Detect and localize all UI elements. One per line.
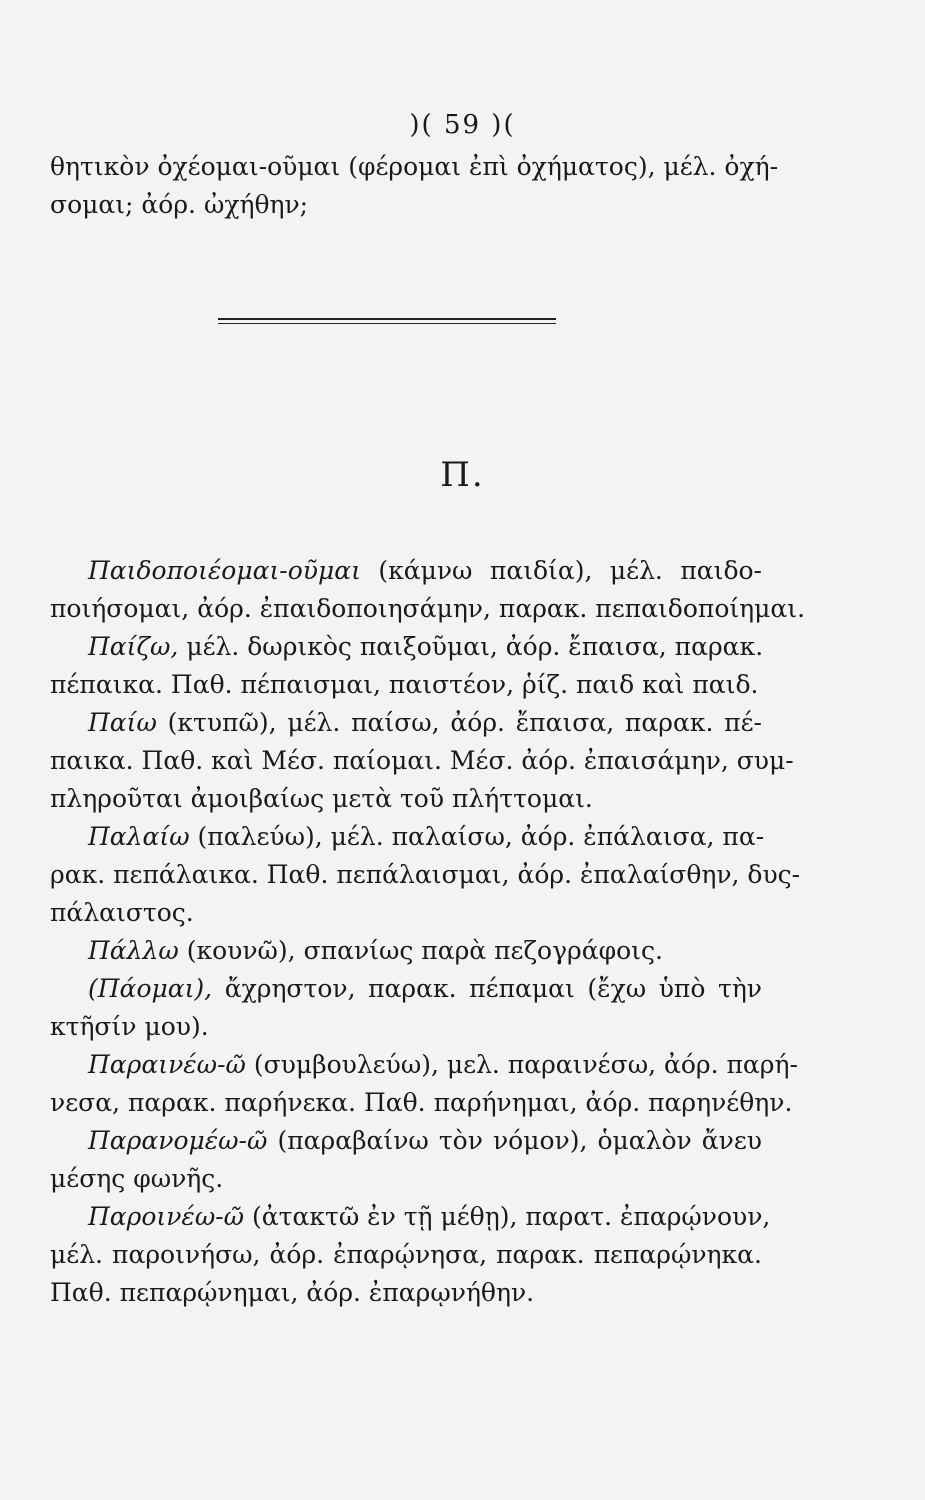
section-divider-thick xyxy=(218,318,556,320)
section-letter-heading: Π. xyxy=(440,455,485,495)
text-line: σομαι; ἀόρ. ὠχήθην; xyxy=(50,190,309,219)
entry-text: ἄχρηστον, παρακ. πέπαμαι (ἔχω ὑπὸ τὴν xyxy=(212,974,762,1003)
entry-text: (συμβουλεύω), μελ. παραινέσω, ἀόρ. παρή- xyxy=(245,1050,798,1079)
entry-text: (κάμνω παιδία), μέλ. παιδο- xyxy=(360,556,762,585)
headword: (Πάομαι), xyxy=(88,974,213,1003)
headword: Παροινέω-ῶ xyxy=(88,1202,245,1231)
headword: Παιδοποιέομαι-οῦμαι xyxy=(88,556,361,585)
headword: Παλαίω xyxy=(88,822,190,851)
page-number-header: )( 59 )( xyxy=(409,110,516,140)
text-line: Παθ. πεπαρῴνημαι, ἀόρ. ἐπαρῳνήθην. xyxy=(50,1278,535,1307)
entry-first-line xyxy=(50,818,765,856)
headword: Παρανομέω-ῶ xyxy=(88,1126,268,1155)
entry-text: μέλ. δωρικὸς παιξοῦμαι, ἀόρ. ἔπαισα, παρακ. xyxy=(178,632,764,661)
text-line: μέλ. παροινήσω, ἀόρ. ἐπαρῴνησα, παρακ. πεπαρῴνηκα. xyxy=(50,1240,762,1269)
text-line: παικα. Παθ. καὶ Μέσ. παίομαι. Μέσ. ἀόρ. ἐπαισάμην, συμ- xyxy=(50,746,794,775)
text-line: μέσης φωνῆς. xyxy=(50,1164,224,1193)
entry xyxy=(50,1122,762,1198)
text-line: ρακ. πεπάλαικα. Παθ. πεπάλαισμαι, ἀόρ. ἐπαλαίσθην, δυς- xyxy=(50,860,801,889)
text-line: θητικὸν ὀχέομαι-οῦμαι (φέρομαι ἐπὶ ὀχήματος), μέλ. ὀχή- xyxy=(50,152,779,181)
entry xyxy=(50,552,806,628)
dictionary-entries xyxy=(50,552,806,1312)
entry-text: (ἀτακτῶ ἐν τῇ μέθῃ), παρατ. ἐπαρῴνουν, xyxy=(244,1202,771,1231)
headword: Παίζω, xyxy=(88,632,179,661)
entry xyxy=(50,932,762,970)
text-line: πάλαιστος. xyxy=(50,898,194,927)
entry xyxy=(50,628,762,704)
entry xyxy=(50,704,794,818)
entry xyxy=(50,970,762,1046)
entry-text: (παραβαίνω τὸν νόμον), ὁμαλὸν ἄνευ xyxy=(267,1126,762,1155)
entry-first-line xyxy=(50,1198,771,1236)
headword: Παίω xyxy=(88,708,157,737)
entry xyxy=(50,1198,771,1312)
entry-first-line xyxy=(50,704,762,742)
text-line: ποιήσομαι, ἀόρ. ἐπαιδοποιησάμην, παρακ. πεπαιδοποίημαι. xyxy=(50,594,806,623)
text-line: πληροῦται ἀμοιβαίως μετὰ τοῦ πλήττομαι. xyxy=(50,784,593,813)
entry-first-line xyxy=(50,1046,798,1084)
entry-text: (κουνῶ), σπανίως παρὰ πεζογράφοις. xyxy=(178,936,663,965)
entry-text: (κτυπῶ), μέλ. παίσω, ἀόρ. ἔπαισα, παρακ. πέ- xyxy=(156,708,762,737)
section-divider-thin xyxy=(218,323,556,324)
entry-first-line xyxy=(50,552,762,590)
headword: Παραινέω-ῶ xyxy=(88,1050,246,1079)
text-line: πέπαικα. Παθ. πέπαισμαι, παιστέον, ῥίζ. παιδ καὶ παιδ. xyxy=(50,670,759,699)
entry-first-line xyxy=(50,1122,762,1160)
continuation-paragraph xyxy=(50,148,779,224)
entry-first-line xyxy=(50,932,762,970)
entry-text: (παλεύω), μέλ. παλαίσω, ἀόρ. ἐπάλαισα, πα- xyxy=(189,822,765,851)
entry-first-line xyxy=(50,970,762,1008)
entry-first-line xyxy=(50,628,762,666)
headword: Πάλλω xyxy=(88,936,179,965)
entry xyxy=(50,1046,798,1122)
text-line: κτῆσίν μου). xyxy=(50,1012,209,1041)
text-line: νεσα, παρακ. παρήνεκα. Παθ. παρήνημαι, ἀόρ. παρηνέθην. xyxy=(50,1088,793,1117)
entry xyxy=(50,818,801,932)
